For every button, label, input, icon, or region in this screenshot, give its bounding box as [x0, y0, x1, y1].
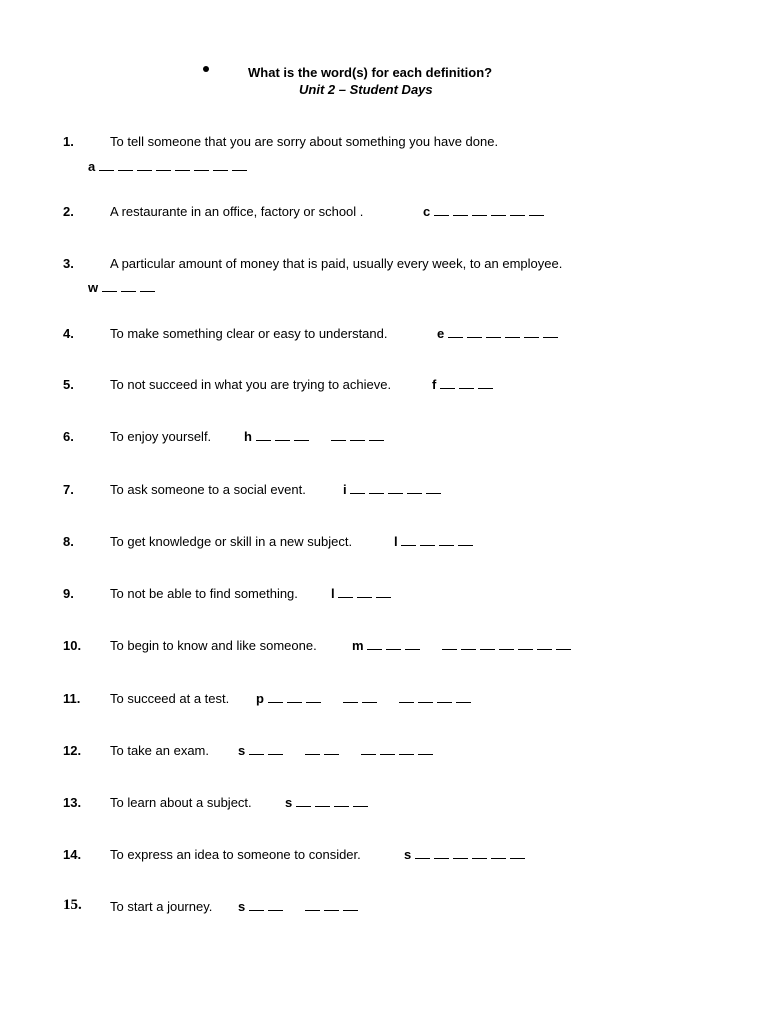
- question-definition: To begin to know and like someone.: [110, 638, 317, 653]
- question-definition: To make something clear or easy to understand.: [110, 326, 388, 341]
- letter-blank: [499, 640, 514, 650]
- letter-blank: [405, 640, 420, 650]
- answer-blanks: [244, 429, 388, 444]
- answer-first-letter: m: [352, 638, 364, 653]
- letter-blank: [369, 484, 384, 494]
- letter-blank: [418, 693, 433, 703]
- letter-blank: [518, 640, 533, 650]
- letter-blank: [350, 484, 365, 494]
- letter-blank: [418, 745, 433, 755]
- letter-blank: [386, 640, 401, 650]
- answer-first-letter: s: [285, 795, 293, 810]
- question-definition: To ask someone to a social event.: [110, 482, 306, 497]
- letter-blank: [380, 745, 395, 755]
- answer-first-letter: l: [394, 534, 398, 549]
- answer-blanks: [238, 743, 437, 758]
- letter-blank: [99, 161, 114, 171]
- question-number: 1.: [63, 134, 74, 149]
- answer-blanks: [437, 326, 562, 341]
- worksheet-subtitle: Unit 2 – Student Days: [299, 82, 433, 97]
- letter-blank: [296, 797, 311, 807]
- answer-blanks: [88, 159, 251, 174]
- letter-blank: [102, 282, 117, 292]
- question-number: 5.: [63, 377, 74, 392]
- letter-blank: [256, 431, 271, 441]
- letter-blank: [305, 745, 320, 755]
- answer-first-letter: s: [238, 743, 246, 758]
- answer-first-letter: c: [423, 204, 431, 219]
- question-definition: To tell someone that you are sorry about something you have done.: [110, 134, 499, 149]
- question-number: 2.: [63, 204, 74, 219]
- letter-blank: [249, 745, 264, 755]
- answer-blanks: [394, 534, 477, 549]
- letter-blank: [388, 484, 403, 494]
- letter-blank: [529, 206, 544, 216]
- answer-blanks: [352, 638, 575, 653]
- answer-blanks: [285, 795, 372, 810]
- letter-blank: [362, 693, 377, 703]
- question-number: 6.: [63, 429, 74, 444]
- letter-blank: [369, 431, 384, 441]
- letter-blank: [350, 431, 365, 441]
- question-number: 15.: [63, 897, 82, 913]
- letter-blank: [442, 640, 457, 650]
- letter-blank: [353, 797, 368, 807]
- letter-blank: [510, 849, 525, 859]
- answer-blanks: [256, 691, 475, 706]
- question-definition: To start a journey.: [110, 899, 213, 914]
- letter-blank: [415, 849, 430, 859]
- letter-blank: [439, 536, 454, 546]
- answer-blanks: [432, 377, 497, 392]
- letter-blank: [357, 588, 372, 598]
- letter-blank: [343, 901, 358, 911]
- letter-blank: [407, 484, 422, 494]
- answer-blanks: [423, 204, 548, 219]
- letter-blank: [331, 431, 346, 441]
- question-definition: To learn about a subject.: [110, 795, 252, 810]
- answer-first-letter: s: [404, 847, 412, 862]
- letter-blank: [440, 379, 455, 389]
- letter-blank: [268, 693, 283, 703]
- question-definition: To take an exam.: [110, 743, 209, 758]
- question-number: 4.: [63, 326, 74, 341]
- letter-blank: [305, 901, 320, 911]
- answer-first-letter: f: [432, 377, 437, 392]
- answer-blanks: [88, 280, 159, 295]
- letter-blank: [343, 693, 358, 703]
- question-definition: To enjoy yourself.: [110, 429, 212, 444]
- question-number: 7.: [63, 482, 74, 497]
- question-number: 8.: [63, 534, 74, 549]
- answer-first-letter: l: [331, 586, 335, 601]
- letter-blank: [486, 328, 501, 338]
- letter-blank: [420, 536, 435, 546]
- question-number: 14.: [63, 847, 82, 862]
- question-definition: A particular amount of money that is paid, usually every week, to an employee.: [110, 256, 563, 271]
- letter-blank: [510, 206, 525, 216]
- letter-blank: [467, 328, 482, 338]
- letter-blank: [324, 901, 339, 911]
- letter-blank: [315, 797, 330, 807]
- letter-blank: [456, 693, 471, 703]
- letter-blank: [175, 161, 190, 171]
- letter-blank: [140, 282, 155, 292]
- answer-first-letter: e: [437, 326, 445, 341]
- question-definition: To succeed at a test.: [110, 691, 230, 706]
- letter-blank: [505, 328, 520, 338]
- question-definition: To express an idea to someone to consider.: [110, 847, 361, 862]
- letter-blank: [478, 379, 493, 389]
- question-definition: To get knowledge or skill in a new subject.: [110, 534, 353, 549]
- letter-blank: [543, 328, 558, 338]
- letter-blank: [458, 536, 473, 546]
- bullet-icon: [203, 66, 209, 72]
- letter-blank: [459, 379, 474, 389]
- letter-blank: [524, 328, 539, 338]
- letter-blank: [434, 849, 449, 859]
- letter-blank: [453, 849, 468, 859]
- letter-blank: [426, 484, 441, 494]
- letter-blank: [437, 693, 452, 703]
- answer-blanks: [331, 586, 395, 601]
- worksheet-title: What is the word(s) for each definition?: [248, 65, 493, 80]
- letter-blank: [268, 901, 283, 911]
- letter-blank: [472, 849, 487, 859]
- question-number: 9.: [63, 586, 74, 601]
- question-definition: To not succeed in what you are trying to achieve.: [110, 377, 392, 392]
- answer-first-letter: p: [256, 691, 264, 706]
- letter-blank: [287, 693, 302, 703]
- letter-blank: [434, 206, 449, 216]
- letter-blank: [334, 797, 349, 807]
- letter-blank: [491, 206, 506, 216]
- answer-first-letter: h: [244, 429, 252, 444]
- answer-first-letter: w: [88, 280, 99, 295]
- letter-blank: [268, 745, 283, 755]
- question-definition: To not be able to find something.: [110, 586, 298, 601]
- letter-blank: [306, 693, 321, 703]
- question-number: 12.: [63, 743, 82, 758]
- letter-blank: [275, 431, 290, 441]
- letter-blank: [556, 640, 571, 650]
- letter-blank: [367, 640, 382, 650]
- answer-blanks: [343, 482, 445, 497]
- letter-blank: [491, 849, 506, 859]
- letter-blank: [194, 161, 209, 171]
- question-number: 13.: [63, 795, 82, 810]
- letter-blank: [213, 161, 228, 171]
- answer-blanks: [404, 847, 529, 862]
- letter-blank: [537, 640, 552, 650]
- answer-first-letter: i: [343, 482, 347, 497]
- question-number: 10.: [63, 638, 82, 653]
- letter-blank: [294, 431, 309, 441]
- answer-first-letter: s: [238, 899, 246, 914]
- letter-blank: [472, 206, 487, 216]
- letter-blank: [401, 536, 416, 546]
- letter-blank: [399, 745, 414, 755]
- letter-blank: [232, 161, 247, 171]
- question-number: 3.: [63, 256, 74, 271]
- letter-blank: [137, 161, 152, 171]
- letter-blank: [121, 282, 136, 292]
- letter-blank: [156, 161, 171, 171]
- question-definition: A restaurante in an office, factory or school .: [110, 204, 364, 219]
- letter-blank: [376, 588, 391, 598]
- answer-first-letter: a: [88, 159, 96, 174]
- letter-blank: [480, 640, 495, 650]
- letter-blank: [249, 901, 264, 911]
- letter-blank: [461, 640, 476, 650]
- letter-blank: [118, 161, 133, 171]
- answer-blanks: [238, 899, 362, 914]
- question-number: 11.: [63, 691, 81, 706]
- letter-blank: [448, 328, 463, 338]
- letter-blank: [361, 745, 376, 755]
- letter-blank: [399, 693, 414, 703]
- letter-blank: [338, 588, 353, 598]
- letter-blank: [453, 206, 468, 216]
- letter-blank: [324, 745, 339, 755]
